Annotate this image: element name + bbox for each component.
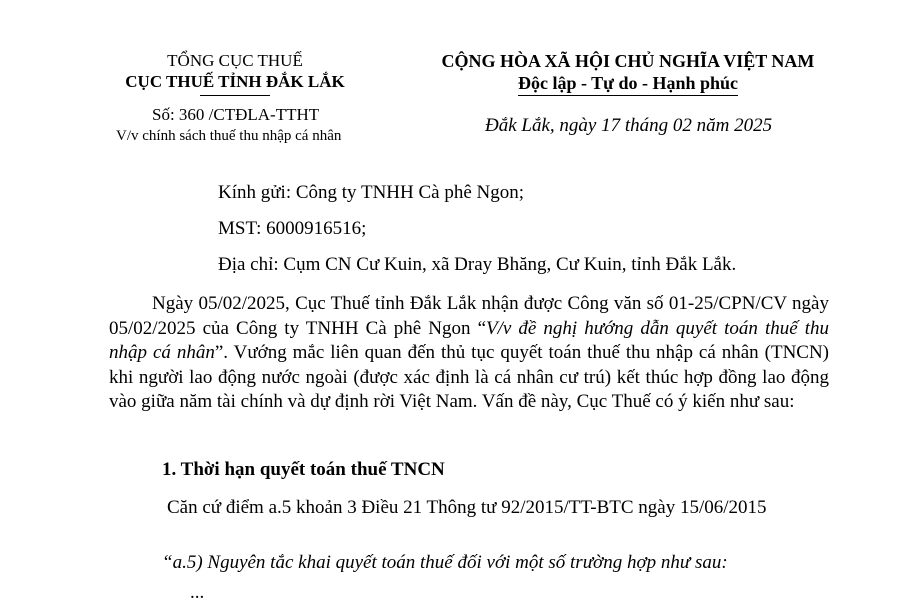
quoted-regulation: “a.5) Nguyên tắc khai quyết toán thuế đối với một số trường hợp như sau: [162, 552, 728, 573]
agency-name: CỤC THUẾ TỈNH ĐẮK LẮK [125, 72, 345, 91]
agency-header [110, 50, 360, 96]
intro-paragraph [109, 292, 829, 415]
place-date: Đắk Lắk, ngày 17 tháng 02 năm 2025 [485, 115, 773, 136]
section-heading: 1. Thời hạn quyết toán thuế TNCN [162, 459, 445, 480]
national-header [432, 50, 824, 96]
national-motto: Độc lập - Tự do - Hạnh phúc [518, 72, 738, 96]
intro-text-a: Ngày 05/02/2025, Cục Thuế tỉnh Đắk Lắk nhận được Công văn số 01-25/CPN/CV ngày 05/02/2025 của Công ty TNHH Cà phê Ngon “ [109, 293, 829, 339]
document-subject: V/v chính sách thuế thu nhập cá nhân [116, 128, 342, 144]
ellipsis: ... [190, 582, 205, 603]
recipient-to: Kính gửi: Công ty TNHH Cà phê Ngon; [218, 182, 525, 203]
agency-parent: TỔNG CỤC THUẾ [167, 51, 303, 70]
agency-underline [200, 95, 270, 96]
country-name: CỘNG HÒA XÃ HỘI CHỦ NGHĨA VIỆT NAM [441, 51, 815, 71]
legal-basis-paragraph: Căn cứ điểm a.5 khoản 3 Điều 21 Thông tư 92/2015/TT-BTC ngày 15/06/2015 [167, 497, 767, 518]
document-number: Số: 360 /CTĐLA-TTHT [152, 105, 320, 124]
recipient-tax-code: MST: 6000916516; [218, 218, 367, 239]
intro-text-b: ”. Vướng mắc liên quan đến thủ tục quyết toán thuế thu nhập cá nhân (TNCN) khi người lao động nước ngoài (được xác định là cá nhân cư trú) kết thúc hợp đồng lao động vào giữa năm tài chính và dự định rời Việt Nam. Vấn đề này, Cục Thuế có ý kiến như sau: [109, 342, 830, 413]
recipient-address: Địa chỉ: Cụm CN Cư Kuin, xã Dray Bhăng, Cư Kuin, tỉnh Đắk Lắk. [218, 254, 737, 275]
intro-quoted-title: V/v đề nghị hướng dẫn quyết toán thuế thu nhập cá nhân [109, 317, 830, 364]
